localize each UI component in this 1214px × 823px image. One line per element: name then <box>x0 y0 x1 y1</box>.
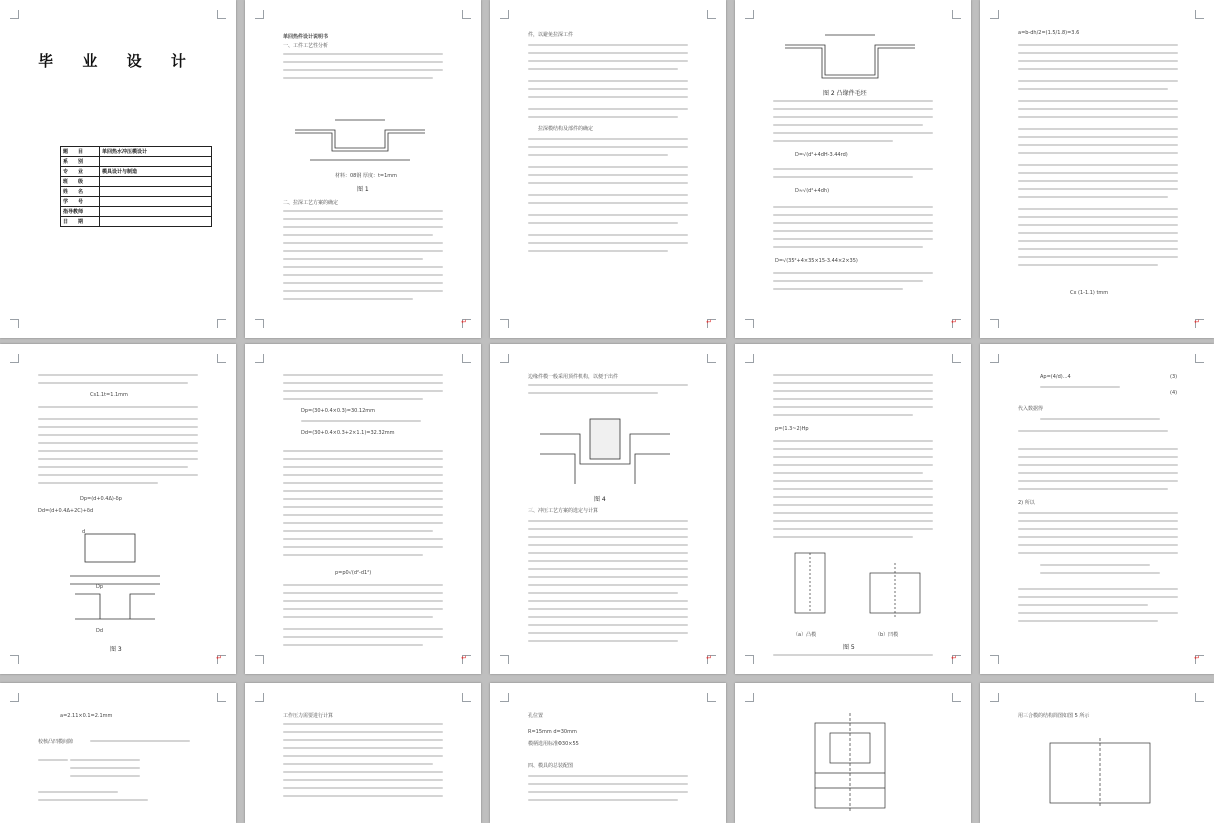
formula: a=2.11×0.1=2.1mm <box>60 713 113 719</box>
text-line: 件，以避免拉深工件 <box>528 32 574 38</box>
page-thumbnail-2[interactable]: 单回热件设计说明书 一、工件工艺性分析 图 1 材料：08钢 厚度：t=1mm 二、拉深工艺方案的确定 ↵ <box>245 0 481 338</box>
dimension-label: Dp <box>96 584 104 590</box>
equation-number: (4) <box>1170 390 1178 396</box>
assembly-sketch-figure <box>1020 733 1180 813</box>
page-thumbnail-5[interactable]: a=b-dh/2=(1.5/1.8)=3.6 Cx (1-1.1) tmm ↵ <box>980 0 1214 338</box>
text-line: 模柄选用标准Φ30×55 <box>528 741 579 747</box>
text-line: 校核凸凹模间隙 <box>38 739 74 745</box>
page-thumbnail-4[interactable]: 图 2 凸缘件毛坯 D=√(d²+4dH-3.44rd) D≈√(d²+4dh) D=√(35²+4×35×15-3.44×2×35) ↵ <box>735 0 971 338</box>
figure-subcaption: （b）凹模 <box>875 632 899 638</box>
page-thumbnail-14[interactable] <box>735 683 971 823</box>
text-line: 孔位置 <box>528 713 544 719</box>
figure-caption: 图 1 <box>357 186 369 193</box>
page-thumbnail-12[interactable] <box>245 683 481 823</box>
page-thumbnail-11[interactable] <box>0 683 236 823</box>
text-line: 边缘件模一般采用顶件机构，以便于出件 <box>528 374 619 380</box>
figure-caption: 图 3 <box>110 646 122 653</box>
text-line: 用三合模的结构简图如图 5 所示 <box>1018 713 1090 719</box>
formula: Dp=(30+0.4×0.3)=30.12mm <box>301 408 376 414</box>
cover-info-table: 题 目 单回热水冲压模设计 系 别 专 业 模具设计与制造 班 级 姓 名 学 号 指导教师 日 期 <box>60 146 212 227</box>
formula: D=√(35²+4×35×15-3.44×2×35) <box>775 258 858 264</box>
figure-caption: 图 4 <box>594 496 606 503</box>
page-thumbnail-1[interactable] <box>0 0 236 338</box>
formula: Dd=(30+0.4×0.3+2×1.1)=32.32mm <box>301 430 395 436</box>
cover-title: 毕 业 设 计 <box>38 52 198 70</box>
equation-number: (3) <box>1170 374 1178 380</box>
formula: D≈√(d²+4dh) <box>795 188 830 194</box>
part-drawing-figure-1 <box>290 100 430 170</box>
formula: p=p0√(d²-d1²) <box>335 570 372 576</box>
list-item: 拉深模结构及部件的确定 <box>538 126 594 132</box>
dimension-label: Dd <box>96 628 104 634</box>
figure-caption: 图 2 凸缘件毛坯 <box>823 90 867 97</box>
figure-subcaption: （a）凸模 <box>793 632 817 638</box>
dimension-label: d <box>82 529 86 535</box>
formula: p=(1.3~2)Hp <box>775 426 809 432</box>
page-thumbnail-6[interactable]: Cs1.1t=1.1mm Dp=(d+0.4Δ)-δp Dd=(d+0.4Δ+2C)+δd d Dp Dd 图 3 ↵ <box>0 344 236 674</box>
section-title: 一、工件工艺性分析 <box>283 43 329 49</box>
formula: a=b-dh/2=(1.5/1.8)=3.6 <box>1018 30 1080 36</box>
assembly-drawing-figure <box>795 713 905 813</box>
formula: Dp=(d+0.4Δ)-δp <box>80 496 122 502</box>
formula: Cs1.1t=1.1mm <box>90 392 128 398</box>
text-line: 代入数据得 <box>1018 406 1044 412</box>
section-title: 四、模具的总装配图 <box>528 763 574 769</box>
page-thumbnail-10[interactable]: Ap=(4/d)...4 (3) (4) 代入数据得 2) 所以 ↵ <box>980 344 1214 674</box>
page-thumbnail-15[interactable] <box>980 683 1214 823</box>
page-thumbnail-9[interactable]: p=(1.3~2)Hp （a）凸模 （b）凹模 图 5 ↵ <box>735 344 971 674</box>
page-heading: 单回热件设计说明书 <box>283 34 329 40</box>
page-thumbnail-13[interactable] <box>490 683 726 823</box>
section-title: 三、冲压工艺方案的选定与计算 <box>528 508 599 514</box>
text-line: 工作压力需要进行计算 <box>283 713 334 719</box>
page-thumbnail-3[interactable]: 件，以避免拉深工件 拉深模结构及部件的确定 ↵ <box>490 0 726 338</box>
formula: Ap=(4/d)...4 <box>1040 374 1071 380</box>
material-note: 材料：08钢 厚度：t=1mm <box>335 173 398 179</box>
die-clearance-figure-3 <box>55 524 175 634</box>
text-line: 2) 所以 <box>1018 500 1035 506</box>
page-thumbnail-8[interactable]: 边缘件模一般采用顶件机构，以便于出件 图 4 三、冲压工艺方案的选定与计算 ↵ <box>490 344 726 674</box>
formula: Dd=(d+0.4Δ+2C)+δd <box>38 508 94 514</box>
punch-die-figure-5 <box>775 548 935 628</box>
formula: D=√(d²+4dH-3.44rd) <box>795 152 848 158</box>
ejector-drawing-figure-4 <box>535 414 675 489</box>
text-line: R=15mm d=30mm <box>528 729 577 735</box>
blank-drawing-figure-2 <box>775 30 925 90</box>
section-title: 二、拉深工艺方案的确定 <box>283 200 339 206</box>
figure-caption: 图 5 <box>843 644 855 651</box>
formula: Cx (1-1.1) tmm <box>1070 290 1109 296</box>
page-thumbnail-7[interactable]: Dp=(30+0.4×0.3)=30.12mm Dd=(30+0.4×0.3+2×1.1)=32.32mm p=p0√(d²-d1²) ↵ <box>245 344 481 674</box>
